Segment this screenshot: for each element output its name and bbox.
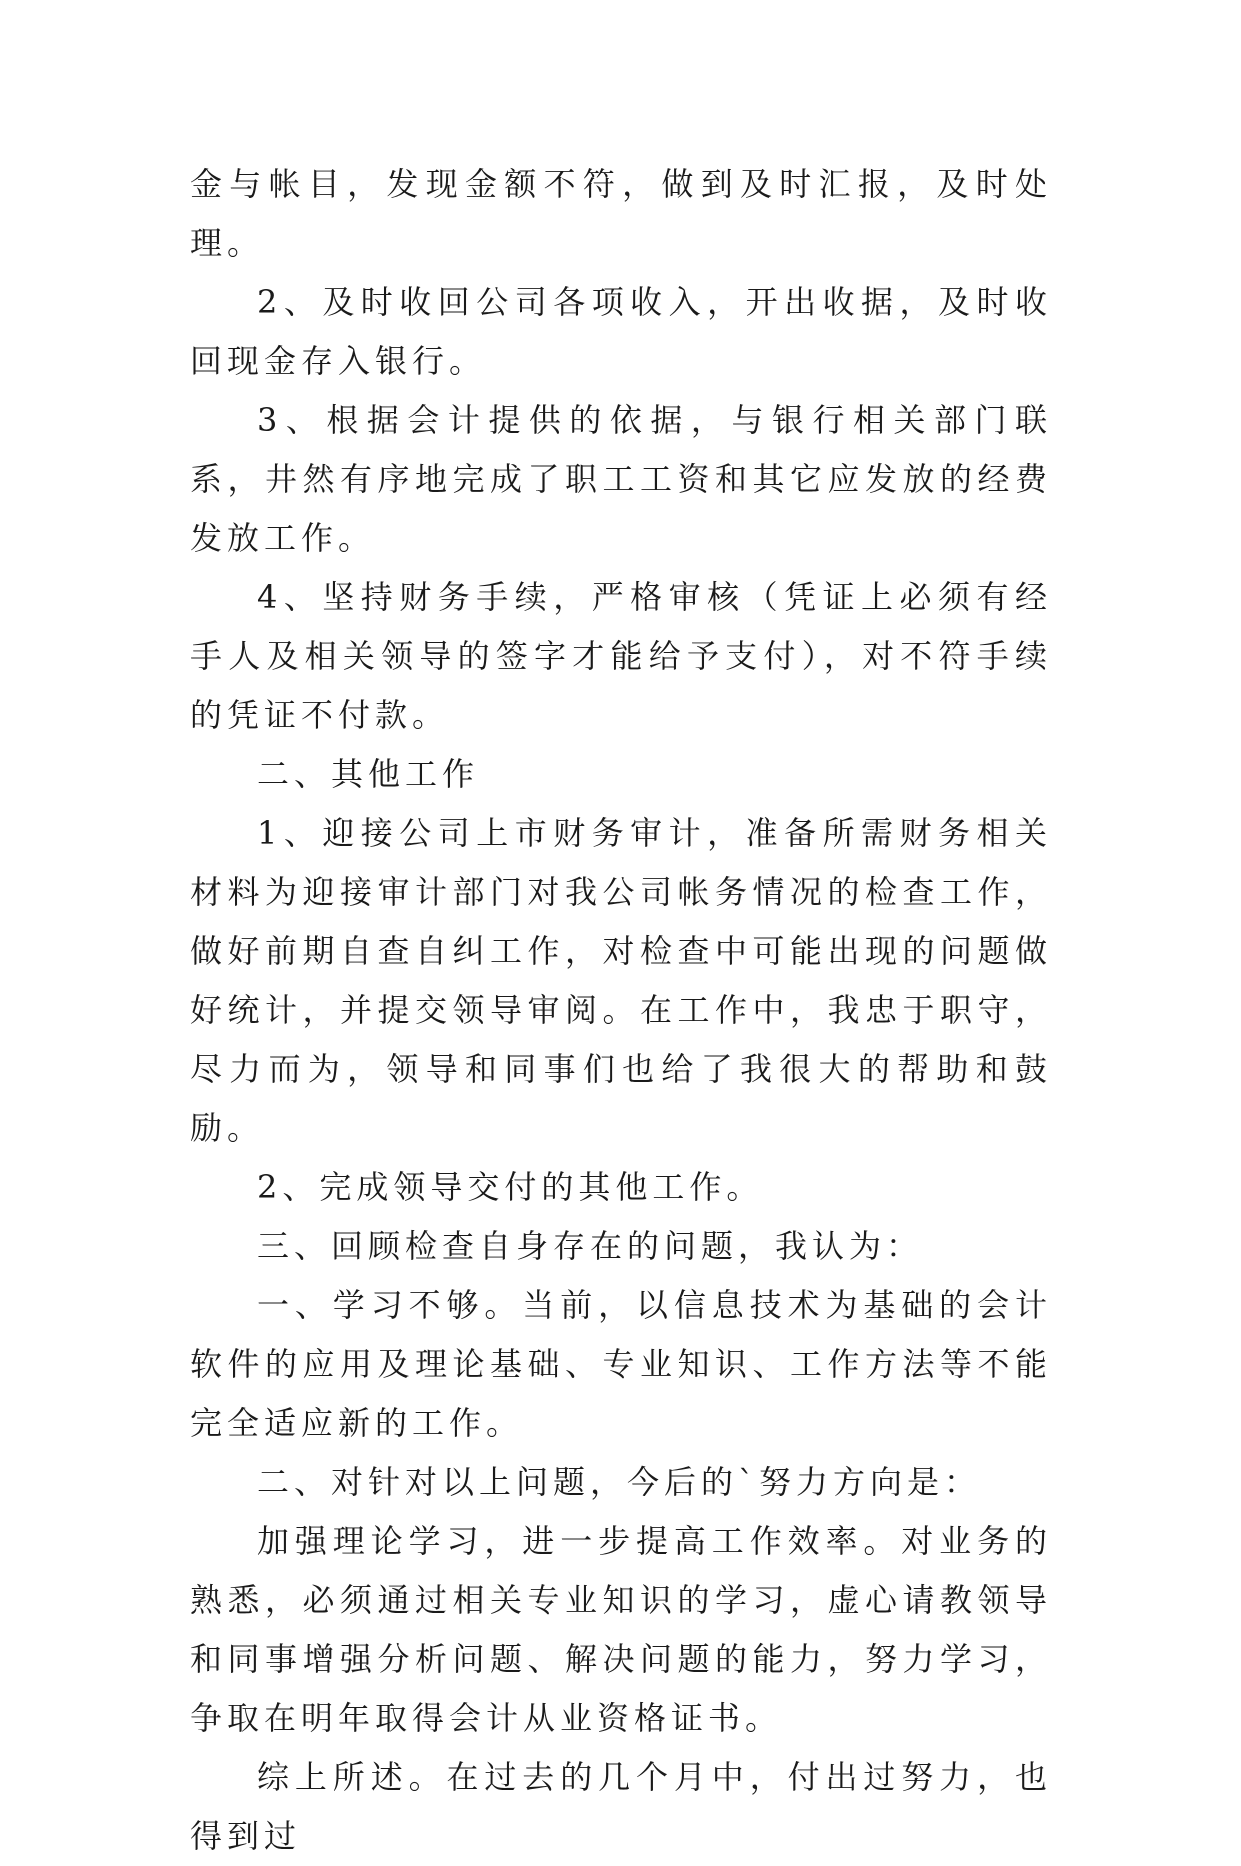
paragraph-9: 一、学习不够。当前，以信息技术为基础的会计软件的应用及理论基础、专业知识、工作方法等不能完全适应新的工作。: [190, 1286, 1052, 1442]
paragraph-2: 2、及时收回公司各项收入，开出收据，及时收回现金存入银行。: [190, 283, 1052, 380]
paragraph-1: 金与帐目，发现金额不符，做到及时汇报，及时处理。: [190, 165, 1052, 262]
paragraph-4: 4、坚持财务手续，严格审核（凭证上必须有经手人及相关领导的签字才能给予支付），对不符手续的凭证不付款。: [190, 578, 1052, 734]
paragraph-12: 综上所述。在过去的几个月中，付出过努力，也得到过: [190, 1758, 1052, 1855]
paragraph-3: 3、根据会计提供的依据，与银行相关部门联系，井然有序地完成了职工工资和其它应发放的经费发放工作。: [190, 401, 1052, 557]
section-heading-other-work: 二、其他工作: [257, 755, 480, 793]
document-body: [190, 155, 1052, 1866]
paragraph-11: 加强理论学习，进一步提高工作效率。对业务的熟悉，必须通过相关专业知识的学习，虚心请教领导和同事增强分析问题、解决问题的能力，努力学习，争取在明年取得会计从业资格证书。: [190, 1522, 1052, 1737]
paragraph-6: 1、迎接公司上市财务审计，准备所需财务相关材料为迎接审计部门对我公司帐务情况的检查工作，做好前期自查自纠工作，对检查中可能出现的问题做好统计，并提交领导审阅。在工作中，我忠于职守，尽力而为，领导和同事们也给了我很大的帮助和鼓励。: [190, 814, 1052, 1147]
paragraph-10: 二、对针对以上问题，今后的`努力方向是：: [257, 1463, 982, 1501]
paragraph-7: 2、完成领导交付的其他工作。: [257, 1168, 764, 1206]
section-heading-review: 三、回顾检查自身存在的问题，我认为：: [257, 1227, 924, 1265]
